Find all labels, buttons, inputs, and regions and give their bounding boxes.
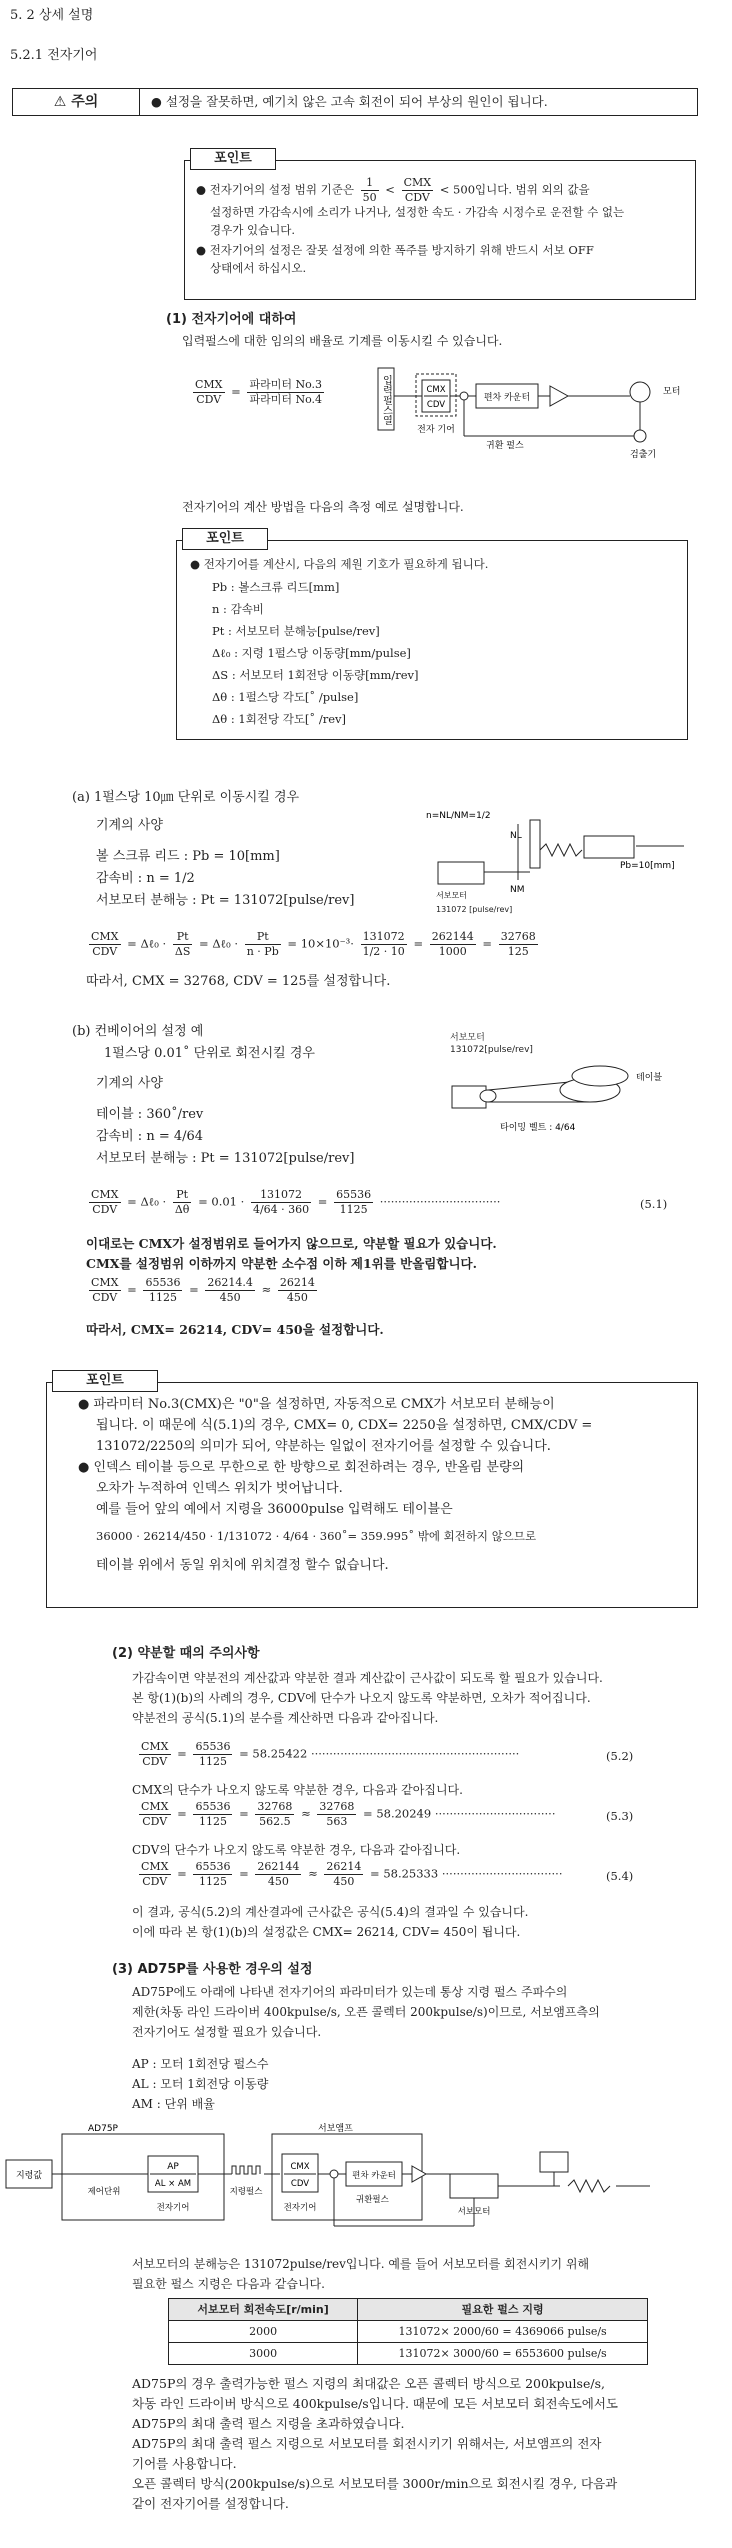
svg-text:편차 카운터: 편차 카운터 [483,393,531,403]
ex-a-motor-res: 131072 [pulse/rev] [436,905,513,914]
ex-a-result: 따라서, CMX = 32768, CDV = 125를 설정합니다. [86,974,391,989]
s2-line-5: CDV의 단수가 나오지 않도록 약분한 경우, 다음과 같아집니다. [132,1843,461,1857]
point1-bullet-1-line3: 경우가 있습니다. [210,223,296,237]
ex-b-sub: 1펄스당 0.01˚ 단위로 회전시킬 경우 [104,1046,315,1061]
s3-para-1: AD75P에도 아래에 나타낸 전자기어의 파라미터가 있는데 통상 지령 펄스 주파수의 제한(차동 라인 드라이버 400kpulse/s, 오픈 콜렉터 200kpulse/s)이므로, 서보앰프측의 전자기어도 설정할 필요가 있습니다. [132,1985,600,2039]
table-header-speed: 서보모터 회전속도[r/min] [169,2299,358,2321]
svg-text:귀환 펄스: 귀환 펄스 [486,441,524,451]
point1-bullet-1: ● 전자기어의 설정 범위 기준은 $\frac{1}{50}$ < $\frac{\text{CMX}}{\text{CDV}}$ < 500입니다. 범위 외의 값을 [196,176,590,204]
svg-text:전자기어: 전자기어 [156,2203,190,2213]
s1-equation: $\frac{\text{CMX}}{\text{CDV}}$ = $\frac{\text{파라미터 No.3}}{\text{파라미터 No.4}}$ [195,378,323,406]
point3-body: ● 파라미터 No.3(CMX)은 "0"을 설정하면, 자동적으로 CMX가 서보모터 분해능이 됩니다. 이 때문에 식(5.1)의 경우, CMX= 0, CDX= 2250을 설정하면, CMX/CDV = 131072/2250의 의미가 되어, 약분하는 일없이 전자기어를 설정할 수 있습니다. ● 인덱스 테이블 등으로 무한으로 한 방향으로 회전하려는 경우, 반올림 분량의 오차가 누적하여 인덱스 위치가 벗어납니다. 예를 들어 앞의 예에서 지령을 36000pulse 입력해도 테이블은 36000 · 26214/450 · 1/131072 · 4/64 · 360˚= 359.995˚ 밖에 회전하지 않으므로 테이블 위에서 동일 위치에 위치결정 할수 없습니다. [78,1397,593,1573]
svg-text:편차 카운터: 편차 카운터 [352,2171,396,2181]
symbol-pb: Pb : 볼스크류 리드[mm] [212,580,340,594]
svg-text:AP: AP [167,2162,179,2172]
svg-text:검출기: 검출기 [630,450,657,460]
section-3-title: (3) AD75P를 사용한 경우의 설정 [112,1962,313,1977]
input-pulse-label: 입력펄스열 [380,375,392,425]
section-heading: 5. 2 상세 설명 [10,8,94,23]
point2-intro: ● 전자기어를 계산시, 다음의 제원 기호가 필요하게 됩니다. [190,557,489,571]
svg-text:AL × AM: AL × AM [154,2179,192,2189]
svg-text:서보모터: 서보모터 [436,891,467,900]
symbol-pt: Pt : 서보모터 분해능[pulse/rev] [212,624,380,638]
s2-eq-2-no: (5.3) [606,1809,634,1823]
s2-eq-1-no: (5.2) [606,1749,634,1763]
ex-b-note-2: CMX를 설정범위 이하까지 약분한 소수점 이하 제1위를 반올림합니다. [86,1256,477,1271]
svg-text:테이블: 테이블 [636,1073,663,1083]
ex-a-diagram [426,806,690,900]
svg-text:n=NL/NM=1/2: n=NL/NM=1/2 [426,811,491,821]
point-tag-2: 포인트 [182,528,268,550]
s2-line-4: CMX의 단수가 나오지 않도록 약분한 경우, 다음과 같아집니다. [132,1783,463,1797]
svg-text:CMX: CMX [426,385,446,395]
point1-bullet-1-line2: 설정하면 가감속시에 소리가 나거나, 설정한 속도 · 가감속 시정수로 운전할 수 없는 [210,205,625,219]
point-tag-3: 포인트 [52,1370,158,1392]
symbol-dl0: Δℓ₀ : 지령 1펄스당 이동량[mm/pulse] [212,646,411,660]
warning-icon: ⚠ [53,94,67,110]
ex-b-title: (b) 컨베이어의 설정 예 [72,1024,204,1039]
point2-symbol-list [212,576,419,730]
caution-box [12,88,698,116]
svg-text:타이밍 벨트 : 4/64: 타이밍 벨트 : 4/64 [500,1123,576,1133]
section-1-desc: 입력펄스에 대한 임의의 배율로 기계를 이동시킬 수 있습니다. [182,334,503,348]
symbol-dtheta-rev: Δθ : 1회전당 각도[˚ /rev] [212,712,346,726]
caution-text: 설정을 잘못하면, 예기치 않은 고속 회전이 되어 부상의 원인이 됩니다. [165,94,548,109]
s2-eq-3-no: (5.4) [606,1869,634,1883]
symbol-n: n : 감속비 [212,602,264,616]
caution-text-row: ● 설정을 잘못하면, 예기치 않은 고속 회전이 되어 부상의 원인이 됩니다. [151,94,548,109]
svg-text:서보앰프: 서보앰프 [318,2124,353,2134]
svg-text:NM: NM [510,885,525,895]
s2-eq-1: $\frac{\text{CMX}}{\text{CDV}}$ = $\frac{65536}{1125}$ = 58.25422 ························································· [141,1740,520,1768]
svg-text:전자기어: 전자기어 [283,2203,317,2213]
svg-text:CDV: CDV [426,400,446,410]
svg-text:AD75P: AD75P [88,2124,118,2134]
caution-label: 주의 [71,94,99,110]
subsection-heading: 5.2.1 전자기어 [10,48,98,63]
s2-para-1: 가감속이면 약분전의 계산값과 약분한 결과 계산값이 근사값이 되도록 할 필요가 있습니다. 본 항(1)(b)의 사례의 경우, CDV에 단수가 나오지 않도록 약분하면, 오차가 적어집니다. 약분전의 공식(5.1)의 분수를 계산하면 다음과 같아집니다. [132,1671,603,1725]
svg-text:NL: NL [510,831,522,841]
ex-b-result: 따라서, CMX= 26214, CDV= 450을 설정합니다. [86,1322,384,1337]
svg-text:전자 기어: 전자 기어 [417,425,455,435]
svg-text:지령값: 지령값 [15,2171,43,2181]
ex-a-equation: $\frac{\text{CMX}}{\text{CDV}}$ = Δℓ₀ · $\frac{Pt}{\Delta S}$ = Δℓ₀ · $\frac{Pt}{n \cdot Pb}$ = 10×10⁻³· $\frac{131072}{1/2 \cdot 10}$ = $\frac{262144}{1000}$ = $\frac{32768}{125}$ [91,930,536,958]
table-header-pulse: 필요한 펄스 지령 [358,2299,648,2321]
ex-b-note-1: 이대로는 CMX가 설정범위로 들어가지 않으므로, 약분할 필요가 있습니다. [86,1236,497,1251]
s3-para-3: AD75P의 경우 출력가능한 펄스 지령의 최대값은 오픈 콜렉터 방식으로 200kpulse/s, 차동 라인 드라이버 방식으로 400kpulse/s입니다. 때문에 모든 서보모터 회전속도에서도 AD75P의 최대 출력 펄스 지령을 초과하였습니다. AD75P의 최대 출력 펄스 지령으로 서보모터를 회전시키기 위해서는, 서보앰프의 전자 기어를 사용합니다. 오픈 콜렉터 방식(200kpulse/s)으로 서보모터를 3000r/min으로 회전시킬 경우, 다음과 같이 전자기어를 설정합니다. [132,2376,619,2511]
pulse-command-table [168,2298,648,2365]
point-tag-1: 포인트 [190,148,276,170]
ex-b-equation-2: $\frac{\text{CMX}}{\text{CDV}}$ = $\frac{65536}{1125}$ = $\frac{26214.4}{450}$ ≈ $\frac{26214}{450}$ [91,1276,315,1304]
ex-b-spec-list: 테이블 : 360˚/rev 감속비 : n = 4/64 서보모터 분해능 : Pt = 131072[pulse/rev] [96,1107,355,1166]
table-header-row [169,2299,648,2321]
ex-a-spec-title: 기계의 사양 [96,818,163,833]
table-row: 2000 131072× 2000/60 = 4369066 pulse/s [169,2321,648,2343]
ex-b-equation: $\frac{\text{CMX}}{\text{CDV}}$ = Δℓ₀ · $\frac{Pt}{\Delta\theta}$ = 0.01 · $\frac{131072}{4/64 \cdot 360}$ = $\frac{65536}{1125}$ ································· [91,1188,501,1216]
section-2-title: (2) 약분할 때의 주의사항 [112,1646,260,1661]
svg-text:귀환펄스: 귀환펄스 [356,2195,389,2205]
section-1-title: (1) 전자기어에 대하여 [166,312,297,327]
svg-text:Pb=10[mm]: Pb=10[mm] [620,861,675,871]
egear-diagram [378,362,681,472]
ex-b-motor-label: 서보모터 131072[pulse/rev] [450,1033,533,1055]
svg-text:모터: 모터 [663,387,681,397]
symbol-dtheta-pulse: Δθ : 1펄스당 각도[˚ /pulse] [212,690,359,704]
ex-a-title: (a) 1펄스당 10㎛ 단위로 이동시킬 경우 [72,790,300,805]
table-row: 3000 131072× 3000/60 = 6553600 pulse/s [169,2343,648,2365]
ex-b-diagram [440,1056,670,1136]
svg-text:서보모터: 서보모터 [457,2207,491,2217]
s2-para-2: 이 결과, 공식(5.2)의 계산결과에 근사값은 공식(5.4)의 결과일 수 있습니다. 이에 따라 본 항(1)(b)의 설정값은 CMX= 26214, CDV= 450이 됩니다. [132,1905,529,1939]
ad75p-diagram [0,2122,720,2242]
symbol-ds: ΔS : 서보모터 1회전당 이동량[mm/rev] [212,668,419,682]
s2-eq-2: $\frac{\text{CMX}}{\text{CDV}}$ = $\frac{65536}{1125}$ = $\frac{32768}{562.5}$ ≈ $\frac{32768}{563}$ = 58.20249 ································· [141,1800,556,1828]
svg-text:지령펄스: 지령펄스 [229,2187,263,2197]
svg-text:제어단위: 제어단위 [87,2187,121,2197]
ex-b-spec-title: 기계의 사양 [96,1076,163,1091]
point1-bullet-2: ● 전자기어의 설정은 잘못 설정에 의한 폭주를 방지하기 위해 반드시 서보 OFF [196,243,594,257]
calc-intro: 전자기어의 계산 방법을 다음의 측정 예로 설명합니다. [182,500,464,514]
svg-text:CMX: CMX [290,2162,310,2172]
svg-text:CDV: CDV [290,2179,310,2189]
s3-defs: AP : 모터 1회전당 펄스수 AL : 모터 1회전당 이동량 AM : 단위 배율 [132,2057,269,2111]
s3-para-2: 서보모터의 분해능은 131072pulse/rev입니다. 예를 들어 서보모터를 회전시키기 위해 필요한 펄스 지령은 다음과 같습니다. [132,2257,590,2291]
caution-label-cell [13,89,140,115]
ex-a-spec-list: 볼 스크류 리드 : Pb = 10[mm] 감속비 : n = 1/2 서보모터 분해능 : Pt = 131072[pulse/rev] [96,849,355,908]
point1-bullet-2-line2: 상태에서 하십시오. [210,261,307,275]
ex-b-eq-no: (5.1) [640,1197,668,1211]
s2-eq-3: $\frac{\text{CMX}}{\text{CDV}}$ = $\frac{65536}{1125}$ = $\frac{262144}{450}$ ≈ $\frac{26214}{450}$ = 58.25333 ································· [141,1860,563,1888]
